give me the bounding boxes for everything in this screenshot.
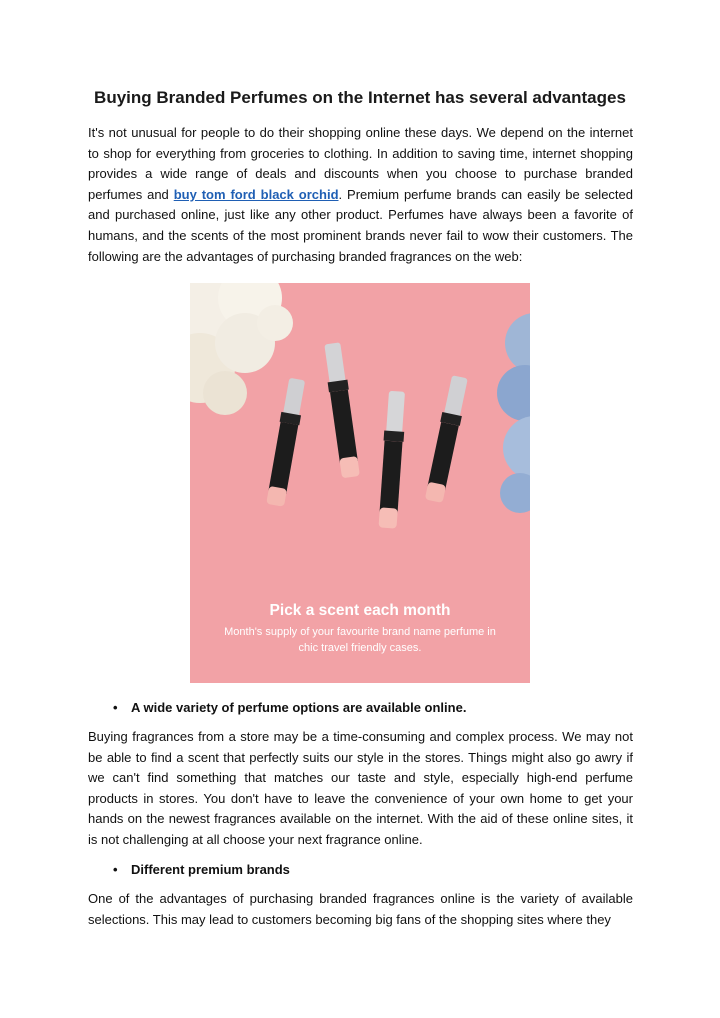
image-caption-line: chic travel friendly cases.	[298, 642, 422, 654]
perfume-illustration	[190, 283, 530, 683]
body-paragraph: One of the advantages of purchasing branded fragrances online is the variety of available selections. This may lead to customers becoming big fans of the shopping sites where they	[88, 891, 633, 927]
bullet-text: Different premium brands	[131, 862, 290, 877]
perfume-vial	[265, 377, 307, 507]
perfume-vial	[424, 375, 470, 503]
image-caption-subtitle	[190, 624, 530, 656]
image-caption-title: Pick a scent each month	[269, 602, 451, 619]
body-paragraph: Buying fragrances from a store may be a time-consuming and complex process. We may not be able to find a scent that perfectly suits our style in the stores. Things might also go awry if we can't find something that matches our taste and style, especially high-end perfume products in stores. You don't have to leave the convenience of your own home to get your hands on the newest fragrances available on the internet. With the aid of these online sites, it is not challenging at all choose your next fragrance online.	[88, 729, 633, 847]
bullet-heading	[113, 700, 466, 715]
article-title: Buying Branded Perfumes on the Internet has several advantages	[94, 88, 626, 107]
intro-text-end: . Premium perfume brands can easily be selected and purchased online, just like any other product. Perfumes have always been a favorite of humans, and the scents of the most prominent brands never fail to wow their customers. The following are the advantages of purchasing branded fragrances on the web:	[88, 186, 634, 264]
tom-ford-link[interactable]: buy tom ford black orchid	[173, 186, 339, 202]
perfume-vial	[322, 342, 361, 478]
bullet-icon: •	[113, 700, 118, 715]
perfume-photo	[190, 283, 530, 683]
white-flowers	[190, 283, 293, 415]
intro-paragraph	[88, 123, 633, 267]
bullet-icon: •	[113, 862, 118, 877]
bullet-text: A wide variety of perfume options are available online.	[131, 700, 467, 715]
image-caption-line: Month's supply of your favourite brand name perfume in	[224, 626, 496, 638]
bullet-heading	[113, 862, 290, 877]
blue-flowers	[497, 313, 530, 513]
perfume-vial	[377, 391, 407, 529]
intro-text-start: It's not unusual for people to do their shopping online these days. We depend on the internet to shop for everything from groceries to clothing. In addition to saving time, internet shopping provides a wide range of deals and discounts when you choose to purchase branded perfumes and	[88, 125, 633, 202]
